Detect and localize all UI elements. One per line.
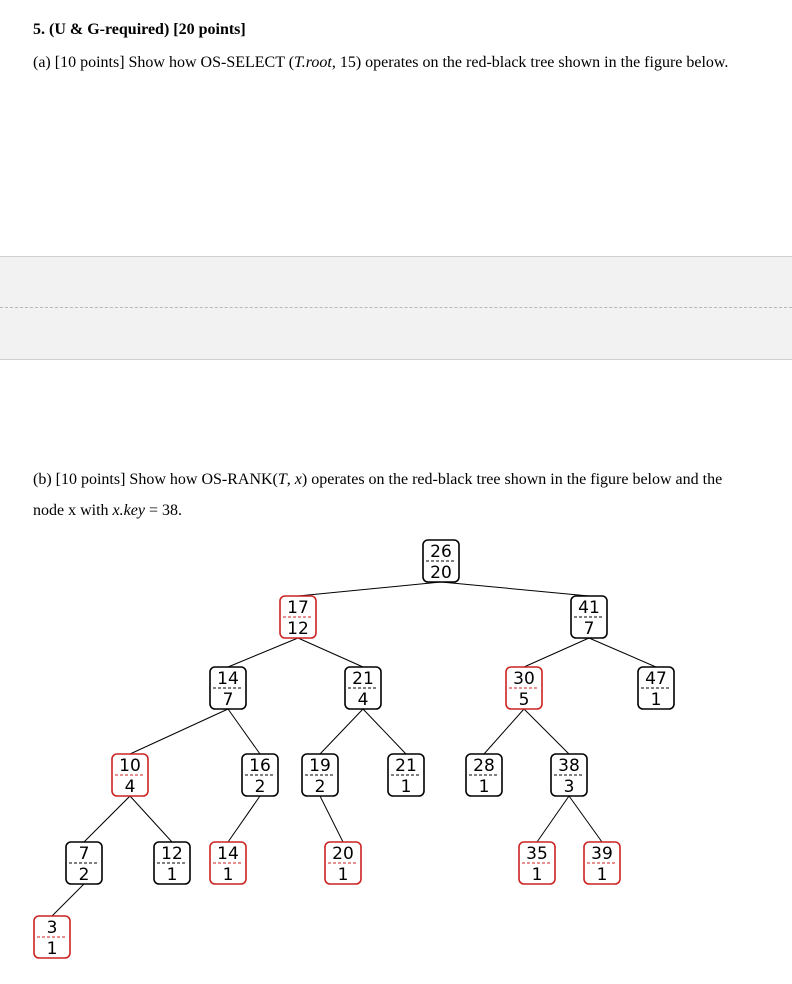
- node-key: 14: [217, 669, 239, 689]
- tree-edge-n14-n16: [228, 709, 260, 754]
- tree-edge-n10-n7: [84, 796, 130, 842]
- tree-node-17: [280, 596, 316, 639]
- tree-edge-n21-n19: [320, 709, 363, 754]
- part-b-arg-x: x: [294, 471, 302, 488]
- node-size: 2: [314, 777, 326, 797]
- node-size: 7: [583, 619, 595, 639]
- tree-edge-n30-n28: [484, 709, 524, 754]
- node-key: 47: [645, 669, 667, 689]
- node-size: 4: [124, 777, 136, 797]
- part-a-prefix: (a) [10 points] Show how OS-SELECT (: [33, 54, 295, 71]
- node-key: 28: [473, 756, 495, 776]
- tree-edge-n21-n21b: [363, 709, 406, 754]
- part-b-suffix: = 38.: [144, 502, 182, 519]
- tree-node-35: [519, 842, 555, 885]
- node-size: 5: [518, 690, 530, 710]
- node-size: 1: [400, 777, 412, 797]
- tree-node-26: [423, 540, 459, 583]
- tree-edge-n38-n39: [569, 796, 602, 842]
- part-b-prefix: (b) [10 points] Show how OS-RANK(: [33, 471, 278, 488]
- node-size: 2: [78, 865, 90, 885]
- node-size: 1: [222, 865, 234, 885]
- node-key: 26: [430, 542, 452, 562]
- tree-node-3: [34, 916, 70, 959]
- part-b-arg-tree: T: [277, 471, 287, 488]
- node-key: 7: [78, 844, 90, 864]
- tree-node-12: [154, 842, 190, 885]
- tree-edge-n16-n14b: [228, 796, 260, 842]
- part-b-middle: ) operates on the red-black tree shown in the figure below and the node x with: [33, 471, 723, 519]
- node-size: 2: [254, 777, 266, 797]
- part-b-prompt: [33, 464, 733, 526]
- problem-title: 5. (U & G-required) [20 points]: [33, 21, 246, 38]
- node-size: 3: [563, 777, 575, 797]
- node-key: 12: [161, 844, 183, 864]
- tree-nodes: [34, 540, 674, 959]
- tree-node-21b: [388, 754, 424, 797]
- node-key: 20: [332, 844, 354, 864]
- tree-edge-n38-n35: [537, 796, 569, 842]
- node-size: 1: [650, 690, 662, 710]
- node-size: 1: [531, 865, 543, 885]
- tree-node-10: [112, 754, 148, 797]
- tree-edge-n41-n47: [589, 638, 656, 667]
- tree-node-41: [571, 596, 607, 639]
- tree-edge-n17-n21: [298, 638, 363, 667]
- node-key: 35: [526, 844, 548, 864]
- tree-node-39: [584, 842, 620, 885]
- tree-edge-n14-n10: [130, 709, 228, 754]
- tree-node-47: [638, 667, 674, 710]
- answer-area[interactable]: [0, 256, 792, 360]
- node-size: 1: [596, 865, 608, 885]
- tree-node-19: [302, 754, 338, 797]
- node-key: 39: [591, 844, 613, 864]
- node-size: 1: [337, 865, 349, 885]
- tree-node-16: [242, 754, 278, 797]
- node-size: 7: [222, 690, 234, 710]
- part-b-comma: ,: [286, 471, 295, 488]
- node-key: 38: [558, 756, 580, 776]
- tree-node-20: [325, 842, 361, 885]
- node-size: 1: [46, 939, 58, 959]
- part-a-prompt: [33, 47, 733, 78]
- tree-edge-n17-n14: [228, 638, 298, 667]
- node-size: 1: [166, 865, 178, 885]
- node-key: 14: [217, 844, 239, 864]
- part-a-argument: T.root: [294, 54, 332, 71]
- tree-edge-n26-n41: [441, 582, 589, 596]
- red-black-tree-figure: [0, 530, 792, 984]
- tree-edge-n41-n30: [524, 638, 589, 667]
- node-key: 21: [352, 669, 374, 689]
- tree-node-14b: [210, 842, 246, 885]
- node-key: 10: [119, 756, 141, 776]
- node-key: 17: [287, 598, 309, 618]
- node-size: 20: [430, 563, 452, 583]
- tree-node-7: [66, 842, 102, 885]
- node-size: 1: [478, 777, 490, 797]
- node-size: 12: [287, 619, 309, 639]
- part-a-suffix: , 15) operates on the red-black tree shown in the figure below.: [331, 54, 729, 71]
- node-size: 4: [357, 690, 369, 710]
- tree-edge-n7-n3: [52, 884, 84, 916]
- tree-edge-n19-n20: [320, 796, 343, 842]
- node-key: 30: [513, 669, 535, 689]
- node-key: 3: [46, 918, 58, 938]
- tree-node-38: [551, 754, 587, 797]
- tree-node-14: [210, 667, 246, 710]
- tree-edge-n30-n38: [524, 709, 569, 754]
- tree-node-28: [466, 754, 502, 797]
- tree-edge-n26-n17: [298, 582, 441, 596]
- node-key: 21: [395, 756, 417, 776]
- tree-node-30: [506, 667, 542, 710]
- tree-node-21: [345, 667, 381, 710]
- node-key: 41: [578, 598, 600, 618]
- part-b-key-expr: x.key: [112, 502, 145, 519]
- tree-edge-n10-n12: [130, 796, 172, 842]
- node-key: 16: [249, 756, 271, 776]
- node-key: 19: [309, 756, 331, 776]
- answer-area-divider: [0, 307, 792, 308]
